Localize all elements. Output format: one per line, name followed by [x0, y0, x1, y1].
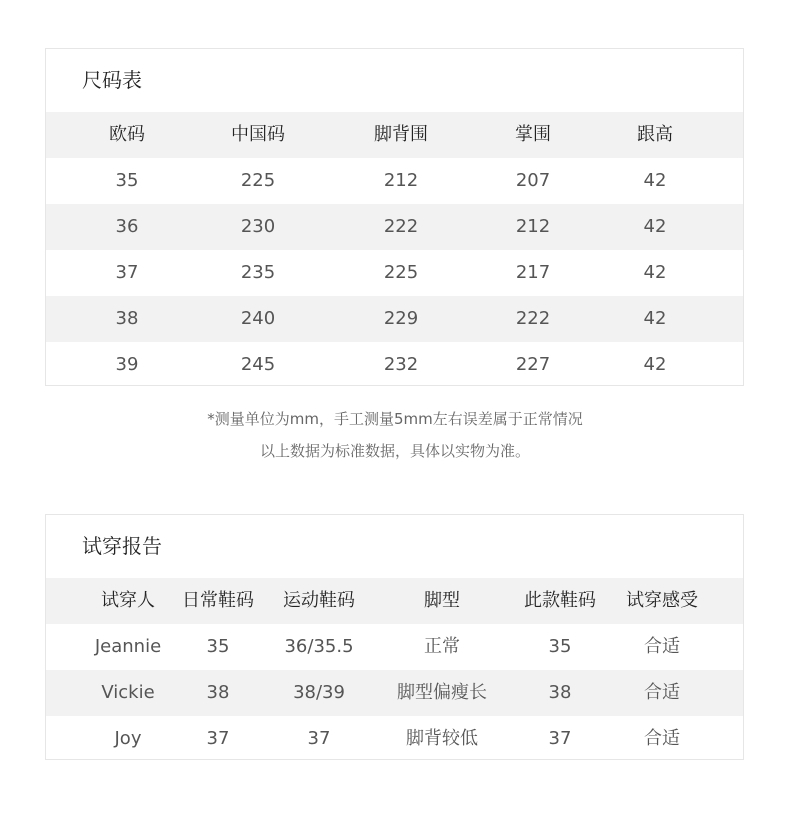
cell-fit-feeling: 合适 — [644, 682, 680, 703]
cell-instep: 212 — [383, 170, 419, 191]
cell-daily-size: 38 — [206, 682, 230, 703]
table-row — [46, 670, 743, 716]
cell-instep: 225 — [383, 262, 419, 283]
cell-tester: Joy — [114, 728, 142, 749]
cell-cn-size: 245 — [240, 354, 276, 375]
size-chart-header-row — [46, 112, 743, 158]
standard-data-note: 以上数据为标准数据，具体以实物为准。 — [259, 442, 530, 460]
cell-foot-type: 正常 — [424, 636, 460, 657]
cell-daily-size: 35 — [206, 636, 230, 657]
cell-ball-girth: 207 — [515, 170, 551, 191]
cell-heel-height: 42 — [643, 262, 667, 283]
cell-ball-girth: 222 — [515, 308, 551, 329]
cell-instep: 229 — [383, 308, 419, 329]
table-row — [46, 250, 743, 296]
cell-eu-size: 38 — [115, 308, 139, 329]
trial-report-header-row — [46, 578, 743, 624]
cell-sport-size: 38/39 — [293, 682, 345, 703]
trial-report-title: 试穿报告 — [82, 534, 162, 558]
trial-report-card — [45, 514, 744, 760]
header-tester: 试穿人 — [101, 590, 155, 611]
cell-sport-size: 36/35.5 — [284, 636, 354, 657]
cell-foot-type: 脚背较低 — [406, 728, 478, 749]
cell-eu-size: 37 — [115, 262, 139, 283]
cell-instep: 222 — [383, 216, 419, 237]
cell-eu-size: 35 — [115, 170, 139, 191]
cell-eu-size: 36 — [115, 216, 139, 237]
cell-heel-height: 42 — [643, 170, 667, 191]
measurement-note: *测量单位为mm，手工测量5mm左右误差属于正常情况 — [207, 410, 583, 428]
cell-cn-size: 230 — [240, 216, 276, 237]
cell-cn-size: 235 — [240, 262, 276, 283]
cell-cn-size: 225 — [240, 170, 276, 191]
cell-fit-feeling: 合适 — [644, 728, 680, 749]
table-row — [46, 296, 743, 342]
cell-this-size: 38 — [548, 682, 572, 703]
header-heel-height: 跟高 — [637, 124, 673, 145]
cell-ball-girth: 212 — [515, 216, 551, 237]
cell-sport-size: 37 — [307, 728, 331, 749]
header-ball-girth: 掌围 — [515, 124, 551, 145]
cell-heel-height: 42 — [643, 216, 667, 237]
cell-eu-size: 39 — [115, 354, 139, 375]
cell-tester: Vickie — [101, 682, 155, 703]
cell-heel-height: 42 — [643, 354, 667, 375]
cell-foot-type: 脚型偏瘦长 — [397, 682, 487, 703]
table-row — [46, 204, 743, 250]
cell-ball-girth: 217 — [515, 262, 551, 283]
header-foot-type: 脚型 — [424, 590, 460, 611]
cell-tester: Jeannie — [94, 636, 162, 657]
cell-instep: 232 — [383, 354, 419, 375]
header-instep: 脚背围 — [374, 124, 428, 145]
cell-heel-height: 42 — [643, 308, 667, 329]
header-this-size: 此款鞋码 — [524, 590, 596, 611]
cell-this-size: 37 — [548, 728, 572, 749]
size-chart-card — [45, 48, 744, 386]
table-row — [46, 158, 743, 204]
header-daily-size: 日常鞋码 — [182, 590, 254, 611]
table-row — [46, 716, 743, 762]
header-eu-size: 欧码 — [109, 124, 145, 145]
table-row — [46, 342, 743, 388]
header-cn-size: 中国码 — [231, 124, 285, 145]
cell-fit-feeling: 合适 — [644, 636, 680, 657]
table-row — [46, 624, 743, 670]
size-chart-title: 尺码表 — [82, 68, 142, 92]
cell-cn-size: 240 — [240, 308, 276, 329]
cell-ball-girth: 227 — [515, 354, 551, 375]
cell-this-size: 35 — [548, 636, 572, 657]
header-sport-size: 运动鞋码 — [283, 590, 355, 611]
cell-daily-size: 37 — [206, 728, 230, 749]
header-fit-feeling: 试穿感受 — [626, 590, 698, 611]
